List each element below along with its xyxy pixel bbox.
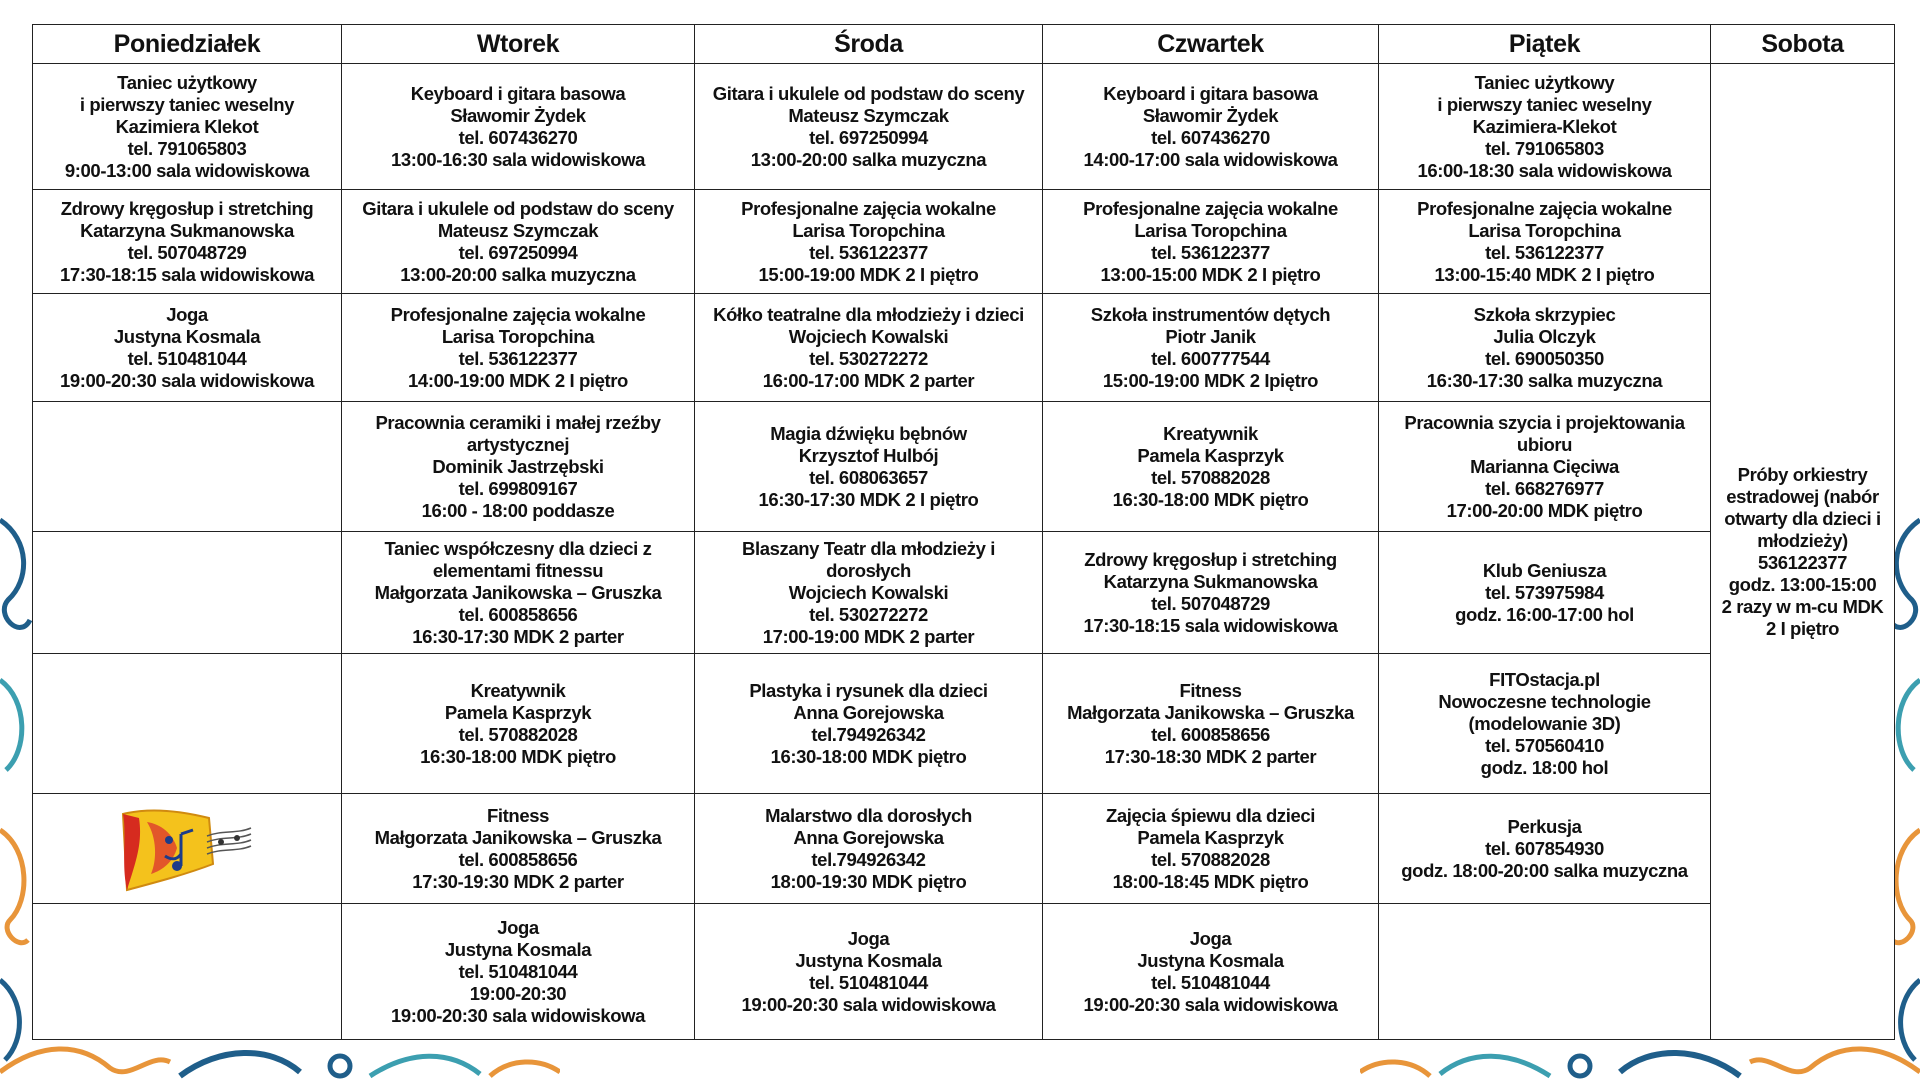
class-cell-line: Kreatywnik: [470, 679, 566, 701]
class-cell-friday: [1379, 402, 1711, 532]
class-cell-line: 17:30-19:30 MDK 2 parter: [412, 870, 624, 892]
class-cell-line: Larisa Toropchina: [792, 219, 945, 241]
class-cell-thursday: [1043, 64, 1379, 190]
class-cell-thursday: [1043, 794, 1379, 904]
class-cell-thursday: [1043, 190, 1379, 294]
class-cell-line: Taniec użytkowy: [1474, 71, 1615, 93]
class-cell-line: Krzysztof Hulbój: [798, 444, 939, 466]
saturday-line: estradowej (nabór: [1726, 485, 1879, 507]
class-cell-line: 14:00-17:00 sala widowiskowa: [1083, 148, 1338, 170]
class-cell-line: 16:30-18:00 MDK piętro: [1112, 488, 1309, 510]
class-cell-line: tel. 607436270: [458, 126, 578, 148]
class-cell-thursday: [1043, 294, 1379, 402]
class-cell-line: tel. 600777544: [1151, 347, 1270, 369]
saturday-line: godz. 13:00-15:00: [1728, 573, 1877, 595]
class-cell-line: tel. 510481044: [458, 960, 578, 982]
class-cell-wednesday: [695, 294, 1043, 402]
class-cell-monday: [33, 294, 342, 402]
class-cell-friday: [1379, 532, 1711, 654]
class-cell-line: tel. 668276977: [1485, 477, 1604, 499]
day-header-wednesday: Środa: [695, 25, 1043, 64]
class-cell-line: godz. 16:00-17:00 hol: [1455, 603, 1634, 625]
class-cell-line: 19:00-20:30 sala widowiskowa: [1083, 993, 1338, 1015]
class-cell-line: tel. 530272272: [809, 603, 928, 625]
class-cell-monday: [33, 794, 342, 904]
class-cell-line: 19:00-20:30 sala widowiskowa: [390, 1004, 646, 1026]
class-cell-line: tel. 607436270: [1151, 126, 1270, 148]
class-cell-line: Malarstwo dla dorosłych: [765, 804, 972, 826]
class-cell-line: Kółko teatralne dla młodzieży i dzieci: [713, 303, 1024, 325]
class-cell-line: 17:00-20:00 MDK piętro: [1446, 499, 1643, 521]
class-cell-line: Profesjonalne zajęcia wokalne: [741, 197, 996, 219]
class-cell-line: Marianna Cięciwa: [1470, 455, 1619, 477]
table-row: [33, 294, 1895, 402]
class-cell-line: 16:30-18:00 MDK piętro: [770, 745, 967, 767]
class-cell-line: 19:00-20:30 sala widowiskowa: [59, 369, 315, 391]
class-cell-friday: [1379, 904, 1711, 1040]
class-cell-line: Profesjonalne zajęcia wokalne: [390, 303, 646, 325]
table-row: [33, 402, 1895, 532]
class-cell-tuesday: [342, 294, 695, 402]
class-cell-line: tel.794926342: [811, 723, 926, 745]
class-cell-line: 16:00-17:00 MDK 2 parter: [762, 369, 975, 391]
weekly-schedule-table: [32, 24, 1895, 1040]
schedule-body: [33, 64, 1895, 1040]
class-cell-line: 13:00-15:00 MDK 2 I piętro: [1100, 263, 1321, 285]
table-row: [33, 794, 1895, 904]
class-cell-line: tel. 600858656: [458, 848, 578, 870]
class-cell-line: tel. 536122377: [809, 241, 928, 263]
class-cell-line: tel. 600858656: [458, 603, 578, 625]
class-cell-monday: [33, 64, 342, 190]
class-cell-line: Sławomir Żydek: [1142, 104, 1279, 126]
class-cell-line: tel. 573975984: [1485, 581, 1604, 603]
class-cell-line: 14:00-19:00 MDK 2 I piętro: [408, 369, 628, 391]
class-cell-line: Justyna Kosmala: [1137, 949, 1284, 971]
class-cell-line: tel.794926342: [811, 848, 926, 870]
class-cell-line: 13:00-20:00 salka muzyczna: [750, 148, 987, 170]
class-cell-line: 18:00-18:45 MDK piętro: [1112, 870, 1309, 892]
class-cell-line: tel. 607854930: [1485, 837, 1604, 859]
class-cell-thursday: [1043, 532, 1379, 654]
class-cell-line: Larisa Toropchina: [1468, 219, 1621, 241]
class-cell-line: Małgorzata Janikowska – Gruszka: [374, 826, 662, 848]
class-cell-monday: [33, 532, 342, 654]
class-cell-line: Klub Geniusza: [1482, 559, 1607, 581]
class-cell-line: Justyna Kosmala: [113, 325, 261, 347]
class-cell-line: Keyboard i gitara basowa: [410, 82, 626, 104]
class-cell-monday: [33, 402, 342, 532]
class-cell-line: 19:00-20:30: [469, 982, 567, 1004]
class-cell-monday: [33, 654, 342, 794]
class-cell-line: 16:30-17:30 salka muzyczna: [1426, 369, 1663, 391]
class-cell-line: 9:00-13:00 sala widowiskowa: [64, 159, 310, 181]
class-cell-line: Fitness: [1179, 679, 1242, 701]
class-cell-line: Kazimiera Klekot: [115, 115, 259, 137]
class-cell-tuesday: [342, 402, 695, 532]
saturday-line: Próby orkiestry: [1737, 463, 1868, 485]
class-cell-wednesday: [695, 190, 1043, 294]
class-cell-line: tel. 608063657: [809, 466, 928, 488]
saturday-line: 536122377: [1758, 551, 1847, 573]
class-cell-line: tel. 530272272: [809, 347, 928, 369]
class-cell-friday: [1379, 294, 1711, 402]
class-cell-line: tel. 570882028: [1151, 466, 1270, 488]
class-cell-line: i pierwszy taniec weselny: [79, 93, 295, 115]
class-cell-line: Katarzyna Sukmanowska: [1103, 570, 1318, 592]
class-cell-line: Szkoła skrzypiec: [1473, 303, 1616, 325]
class-cell-line: Szkoła instrumentów dętych: [1090, 303, 1331, 325]
class-cell-tuesday: [342, 64, 695, 190]
class-cell-line: Mateusz Szymczak: [437, 219, 599, 241]
class-cell-line: Pracownia szycia i projektowania ubioru: [1404, 411, 1685, 455]
class-cell-line: Pracownia ceramiki i małej rzeźby artystycznej: [375, 411, 661, 455]
class-cell-line: Anna Gorejowska: [793, 701, 944, 723]
class-cell-line: godz. 18:00 hol: [1480, 756, 1609, 778]
class-cell-line: Magia dźwięku bębnów: [770, 422, 967, 444]
saturday-cell: [1711, 64, 1895, 1040]
saturday-line: 2 I piętro: [1765, 617, 1840, 639]
table-row: [33, 904, 1895, 1040]
class-cell-line: tel. 791065803: [127, 137, 247, 159]
class-cell-line: Zdrowy kręgosłup i stretching: [60, 197, 314, 219]
class-cell-line: tel. 510481044: [127, 347, 247, 369]
class-cell-line: Perkusja: [1507, 815, 1582, 837]
class-cell-line: Justyna Kosmala: [795, 949, 942, 971]
class-cell-friday: [1379, 64, 1711, 190]
class-cell-line: tel. 600858656: [1151, 723, 1270, 745]
table-row: [33, 654, 1895, 794]
class-cell-line: 13:00-20:00 salka muzyczna: [400, 263, 636, 285]
day-header-friday: Piątek: [1379, 25, 1711, 64]
class-cell-line: Anna Gorejowska: [793, 826, 944, 848]
class-cell-tuesday: [342, 190, 695, 294]
class-cell-line: 17:00-19:00 MDK 2 parter: [762, 625, 975, 647]
class-cell-line: Fitness: [487, 804, 549, 826]
class-cell-tuesday: [342, 654, 695, 794]
class-cell-line: tel. 697250994: [458, 241, 578, 263]
class-cell-thursday: [1043, 402, 1379, 532]
class-cell-line: 16:00 - 18:00 poddasze: [421, 499, 615, 521]
class-cell-line: Małgorzata Janikowska – Gruszka: [374, 581, 662, 603]
class-cell-line: Profesjonalne zajęcia wokalne: [1417, 197, 1672, 219]
class-cell-line: tel. 510481044: [1151, 971, 1270, 993]
class-cell-line: Zajęcia śpiewu dla dzieci: [1105, 804, 1315, 826]
class-cell-friday: [1379, 190, 1711, 294]
class-cell-tuesday: [342, 794, 695, 904]
class-cell-monday: [33, 190, 342, 294]
saturday-line: otwarty dla dzieci i: [1724, 507, 1881, 529]
class-cell-line: Pamela Kasprzyk: [444, 701, 592, 723]
class-cell-line: 16:30-18:00 MDK piętro: [420, 745, 616, 767]
class-cell-line: Wojciech Kowalski: [788, 325, 949, 347]
class-cell-line: Blaszany Teatr dla młodzieży i dorosłych: [742, 537, 995, 581]
class-cell-line: tel. 536122377: [458, 347, 578, 369]
class-cell-wednesday: [695, 402, 1043, 532]
class-cell-line: Keyboard i gitara basowa: [1103, 82, 1318, 104]
class-cell-line: 17:30-18:15 sala widowiskowa: [1083, 614, 1338, 636]
class-cell-line: 16:30-17:30 MDK 2 parter: [412, 625, 624, 647]
class-cell-line: Pamela Kasprzyk: [1137, 444, 1284, 466]
class-cell-line: Larisa Toropchina: [1134, 219, 1287, 241]
class-cell-wednesday: [695, 532, 1043, 654]
class-cell-line: Piotr Janik: [1165, 325, 1256, 347]
day-header-monday: Poniedziałek: [33, 25, 342, 64]
class-cell-line: tel. 699809167: [458, 477, 578, 499]
day-header-saturday: Sobota: [1711, 25, 1895, 64]
class-cell-line: Joga: [847, 927, 890, 949]
table-row: [33, 64, 1895, 190]
class-cell-line: Zdrowy kręgosłup i stretching: [1084, 548, 1337, 570]
class-cell-friday: [1379, 654, 1711, 794]
class-cell-line: tel. 697250994: [809, 126, 928, 148]
class-cell-line: Larisa Toropchina: [441, 325, 595, 347]
class-cell-line: tel. 570882028: [1151, 848, 1270, 870]
class-cell-line: tel. 510481044: [809, 971, 928, 993]
class-cell-wednesday: [695, 794, 1043, 904]
class-cell-line: 19:00-20:30 sala widowiskowa: [741, 993, 996, 1015]
class-cell-friday: [1379, 794, 1711, 904]
class-cell-line: godz. 18:00-20:00 salka muzyczna: [1401, 859, 1688, 881]
class-cell-line: tel. 570882028: [458, 723, 578, 745]
class-cell-line: Kazimiera-Klekot: [1472, 115, 1617, 137]
class-cell-line: FITOstacja.pl: [1489, 668, 1600, 690]
class-cell-line: 13:00-16:30 sala widowiskowa: [390, 148, 646, 170]
class-cell-line: Nowoczesne technologie: [1438, 690, 1651, 712]
class-cell-thursday: [1043, 904, 1379, 1040]
class-cell-line: tel. 690050350: [1485, 347, 1604, 369]
class-cell-line: tel. 507048729: [1151, 592, 1270, 614]
saturday-line: młodzieży): [1757, 529, 1848, 551]
class-cell-tuesday: [342, 532, 695, 654]
class-cell-line: Joga: [1189, 927, 1232, 949]
day-header-row: [33, 25, 1895, 64]
class-cell-line: Sławomir Żydek: [450, 104, 586, 126]
class-cell-line: 15:00-19:00 MDK 2 Ipiętro: [1102, 369, 1319, 391]
class-cell-line: 16:00-18:30 sala widowiskowa: [1417, 159, 1672, 181]
class-cell-line: 13:00-15:40 MDK 2 I piętro: [1434, 263, 1655, 285]
class-cell-line: Plastyka i rysunek dla dzieci: [749, 679, 988, 701]
class-cell-line: Mateusz Szymczak: [788, 104, 949, 126]
table-row: [33, 190, 1895, 294]
day-header-tuesday: Wtorek: [342, 25, 695, 64]
class-cell-line: Profesjonalne zajęcia wokalne: [1083, 197, 1338, 219]
class-cell-line: Joga: [497, 916, 539, 938]
class-cell-line: 15:00-19:00 MDK 2 I piętro: [758, 263, 979, 285]
class-cell-line: Taniec współczesny dla dzieci z elementami fitnessu: [384, 537, 652, 581]
table-row: [33, 532, 1895, 654]
class-cell-line: Pamela Kasprzyk: [1137, 826, 1284, 848]
class-cell-line: tel. 791065803: [1485, 137, 1604, 159]
class-cell-line: 17:30-18:30 MDK 2 parter: [1104, 745, 1317, 767]
class-cell-line: i pierwszy taniec weselny: [1437, 93, 1652, 115]
class-cell-line: 18:00-19:30 MDK piętro: [770, 870, 967, 892]
saturday-line: 2 razy w m-cu MDK: [1721, 595, 1884, 617]
class-cell-wednesday: [695, 64, 1043, 190]
class-cell-line: Julia Olczyk: [1493, 325, 1596, 347]
class-cell-line: 16:30-17:30 MDK 2 I piętro: [758, 488, 979, 510]
class-cell-line: Gitara i ukulele od podstaw do sceny: [362, 197, 674, 219]
class-cell-line: Małgorzata Janikowska – Gruszka: [1067, 701, 1354, 723]
class-cell-line: Taniec użytkowy: [117, 71, 257, 93]
class-cell-line: Kreatywnik: [1163, 422, 1258, 444]
class-cell-thursday: [1043, 654, 1379, 794]
class-cell-line: Justyna Kosmala: [444, 938, 592, 960]
class-cell-line: (modelowanie 3D): [1468, 712, 1621, 734]
class-cell-wednesday: [695, 904, 1043, 1040]
music-mask-logo-icon: [117, 804, 257, 894]
class-cell-line: 17:30-18:15 sala widowiskowa: [59, 263, 315, 285]
class-cell-tuesday: [342, 904, 695, 1040]
class-cell-line: tel. 507048729: [127, 241, 247, 263]
class-cell-line: Dominik Jastrzębski: [432, 455, 604, 477]
class-cell-wednesday: [695, 654, 1043, 794]
class-cell-line: Gitara i ukulele od podstaw do sceny: [712, 82, 1025, 104]
day-header-thursday: Czwartek: [1043, 25, 1379, 64]
class-cell-line: Joga: [166, 303, 208, 325]
class-cell-line: tel. 570560410: [1485, 734, 1604, 756]
class-cell-line: tel. 536122377: [1485, 241, 1604, 263]
class-cell-line: tel. 536122377: [1151, 241, 1270, 263]
class-cell-monday: [33, 904, 342, 1040]
class-cell-line: Katarzyna Sukmanowska: [80, 219, 294, 241]
class-cell-line: Wojciech Kowalski: [788, 581, 949, 603]
